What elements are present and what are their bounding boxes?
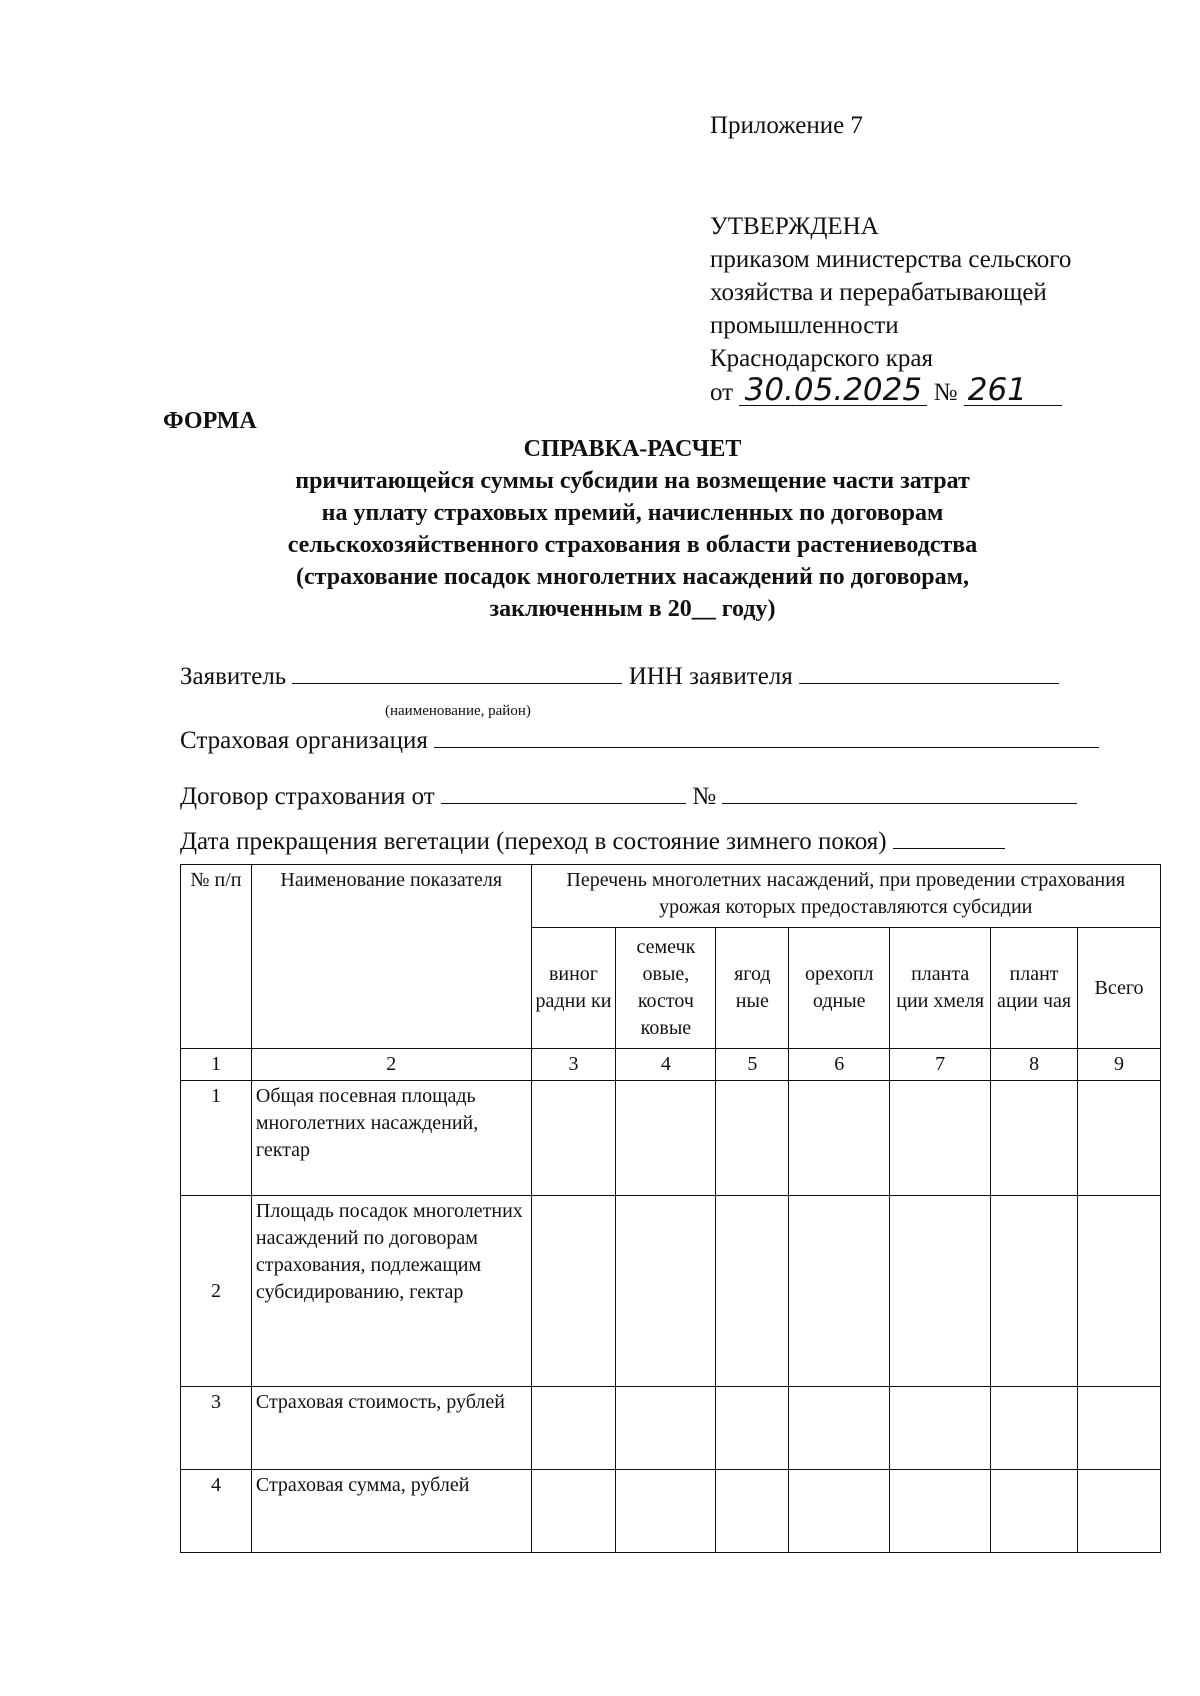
table-row xyxy=(181,1470,1161,1553)
col-vineyards-header: виног радни ки xyxy=(531,928,616,1049)
value-cell[interactable] xyxy=(991,1196,1078,1387)
row-number: 3 xyxy=(181,1387,252,1470)
document-title xyxy=(160,433,1105,625)
applicant-row xyxy=(180,663,1059,691)
approval-line: Краснодарского края xyxy=(710,345,933,372)
col-tea-header: плант ации чая xyxy=(991,928,1078,1049)
col-hops-header: планта ции хмеля xyxy=(890,928,991,1049)
row-indicator-name: Общая посевная площадь многолетних насаждений, гектар xyxy=(251,1081,531,1196)
col-berry-header: ягод ные xyxy=(716,928,789,1049)
value-cell[interactable] xyxy=(616,1387,716,1470)
value-cell[interactable] xyxy=(716,1387,789,1470)
contract-label: Договор страхования от xyxy=(180,783,435,810)
table-row xyxy=(181,1196,1161,1387)
title-line: на уплату страховых премий, начисленных по договорам xyxy=(321,500,944,526)
forma-label: ФОРМА xyxy=(163,408,257,434)
value-cell[interactable] xyxy=(789,1387,890,1470)
row-indicator-name: Страховая стоимость, рублей xyxy=(251,1387,531,1470)
approval-line: хозяйства и перерабатывающей xyxy=(710,279,1047,306)
vegetation-label: Дата прекращения вегетации (переход в состояние зимнего покоя) xyxy=(180,828,887,855)
value-cell[interactable] xyxy=(789,1081,890,1196)
column-number: 5 xyxy=(716,1049,789,1081)
contract-number-field[interactable] xyxy=(722,783,1077,804)
value-cell[interactable] xyxy=(890,1470,991,1553)
date-prefix: от xyxy=(710,379,734,406)
row-number: 4 xyxy=(181,1470,252,1553)
row-indicator-name: Площадь посадок многолетних насаждений по договорам страхования, подлежащим субсидированию, гектар xyxy=(251,1196,531,1387)
value-cell[interactable] xyxy=(716,1470,789,1553)
contract-date-field[interactable] xyxy=(441,783,686,804)
value-cell[interactable] xyxy=(616,1470,716,1553)
table-head-row xyxy=(181,865,1161,928)
title-line: сельскохозяйственного страхования в области растениеводства xyxy=(287,532,978,558)
value-cell[interactable] xyxy=(1078,1196,1161,1387)
applicant-field[interactable] xyxy=(292,663,622,684)
col-name-header: Наименование показателя xyxy=(251,865,531,1049)
insurer-field[interactable] xyxy=(434,727,1099,748)
value-cell[interactable] xyxy=(1078,1470,1161,1553)
col-num-header: № п/п xyxy=(181,865,252,1049)
col-pome-stone-header: семечк овые, косточ ковые xyxy=(616,928,716,1049)
table-row xyxy=(181,1081,1161,1196)
title-main: СПРАВКА-РАСЧЕТ xyxy=(523,436,742,462)
value-cell[interactable] xyxy=(789,1196,890,1387)
col-total-header: Всего xyxy=(1078,928,1161,1049)
approval-line: промышленности xyxy=(710,312,899,339)
applicant-caption: (наименование, район) xyxy=(385,703,531,719)
column-number: 9 xyxy=(1078,1049,1161,1081)
number-sign: № xyxy=(933,379,958,406)
value-cell[interactable] xyxy=(531,1387,616,1470)
value-cell[interactable] xyxy=(716,1196,789,1387)
value-cell[interactable] xyxy=(531,1081,616,1196)
column-number: 4 xyxy=(616,1049,716,1081)
value-cell[interactable] xyxy=(991,1081,1078,1196)
row-indicator-name: Страховая сумма, рублей xyxy=(251,1470,531,1553)
value-cell[interactable] xyxy=(991,1387,1078,1470)
row-number: 2 xyxy=(181,1196,252,1387)
approval-block xyxy=(710,210,1160,409)
title-line: причитающейся суммы субсидии на возмещение части затрат xyxy=(295,468,970,494)
column-number: 8 xyxy=(991,1049,1078,1081)
value-cell[interactable] xyxy=(890,1196,991,1387)
column-number-row xyxy=(181,1049,1161,1081)
value-cell[interactable] xyxy=(716,1081,789,1196)
value-cell[interactable] xyxy=(616,1081,716,1196)
value-cell[interactable] xyxy=(991,1470,1078,1553)
value-cell[interactable] xyxy=(1078,1081,1161,1196)
table-row xyxy=(181,1387,1161,1470)
title-line: (страхование посадок многолетних насаждений по договорам, xyxy=(296,564,969,590)
column-number: 3 xyxy=(531,1049,616,1081)
col-nut-header: орехопл одные xyxy=(789,928,890,1049)
column-number: 6 xyxy=(789,1049,890,1081)
contract-row xyxy=(180,783,1077,811)
value-cell[interactable] xyxy=(531,1196,616,1387)
approval-date-line xyxy=(710,372,1160,409)
insurer-row xyxy=(180,727,1099,755)
value-cell[interactable] xyxy=(1078,1387,1161,1470)
title-line: заключенным в 20__ году) xyxy=(489,596,776,622)
inn-field[interactable] xyxy=(799,663,1059,684)
calculation-table xyxy=(180,864,1161,1553)
column-number: 2 xyxy=(251,1049,531,1081)
vegetation-row xyxy=(180,828,1005,856)
order-date: 30.05.2025 xyxy=(739,375,927,406)
inn-label: ИНН заявителя xyxy=(628,663,793,690)
value-cell[interactable] xyxy=(789,1470,890,1553)
insurer-label: Страховая организация xyxy=(180,727,428,754)
row-number: 1 xyxy=(181,1081,252,1196)
value-cell[interactable] xyxy=(890,1081,991,1196)
value-cell[interactable] xyxy=(890,1387,991,1470)
column-number: 1 xyxy=(181,1049,252,1081)
plantings-group-header: Перечень многолетних насаждений, при проведении страхования урожая которых предоставляются субсидии xyxy=(531,865,1160,928)
value-cell[interactable] xyxy=(531,1470,616,1553)
appendix-label: Приложение 7 xyxy=(710,112,863,139)
approved-label: УТВЕРЖДЕНА xyxy=(710,213,879,240)
order-number: 261 xyxy=(964,375,1062,406)
value-cell[interactable] xyxy=(616,1196,716,1387)
applicant-label: Заявитель xyxy=(180,663,287,690)
vegetation-date-field[interactable] xyxy=(893,828,1005,849)
contract-number-sign: № xyxy=(692,783,717,810)
column-number: 7 xyxy=(890,1049,991,1081)
approval-line: приказом министерства сельского xyxy=(710,246,1072,273)
